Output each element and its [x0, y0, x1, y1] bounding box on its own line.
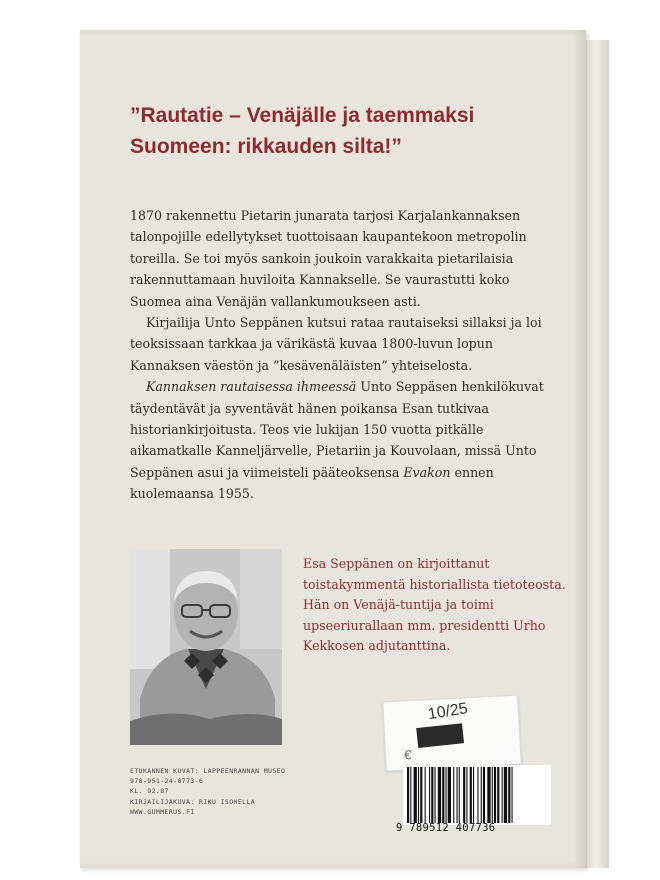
headline-line-2: Suomeen: rikkauden silta!”: [130, 135, 402, 158]
book-spine-edge: [586, 40, 609, 868]
headline-quote: [130, 100, 570, 162]
blurb-paragraph-3-part-a: Unto Seppäsen henkilökuvat täydentävät ja syventävät hänen poikansa Esan tutkivaa historiankirjoitusta. Teos vie lukijan 150 vuotta pitkälle aikamatkalle Kanneljärvelle, Pietariin ja Kouvolaan, missä Unto Seppänen asui ja viimeisteli pääteoksensa: [130, 379, 544, 480]
credit-website: WWW.GUMMERUS.FI: [130, 807, 195, 816]
author-portrait-illustration: [130, 549, 282, 745]
credit-classification: KL. 92.87: [130, 787, 169, 796]
book-title-italic: Kannaksen rautaisessa ihmeessä: [146, 379, 357, 395]
author-bio: Esa Seppänen on kirjoittanut toistakymmentä historiallista tietoteosta. Hän on Venäjä-tuntija ja toimi upseeriurallaan mm. presidentti Urho Kekkosen adjutanttina.: [303, 556, 566, 653]
blurb-paragraph-2: Kirjailija Unto Seppänen kutsui rataa rautaiseksi sillaksi ja loi teoksissaan tarkkaa ja värikästä kuvaa 1800-luvun lopun Kannaksen väestön ja ”kesävenäläisten” yhteiselosta.: [130, 315, 542, 373]
euro-icon: €: [403, 747, 412, 763]
blurb-paragraph-3-part-b: ennen kuolemaansa 1955.: [130, 464, 494, 502]
barcode-bars: [403, 765, 551, 825]
credit-isbn: 978-951-24-0773-6: [130, 777, 204, 786]
blurb-paragraph-3: [130, 376, 550, 504]
credit-author-photo: KIRJAILIJAKUVA: RIKU ISOHELLA: [130, 797, 256, 806]
blurb-text: [130, 205, 550, 505]
evakon-title-italic: Evakon: [403, 464, 451, 480]
author-photo: [130, 549, 282, 745]
barcode-digits: 9 789512 407736: [396, 822, 496, 834]
blurb-paragraph-1: 1870 rakennettu Pietarin junarata tarjosi Karjalankannaksen talonpojille edellytykset tuottoisaan kaupantekoon metropolin toreilla. Se toi myös sankoin joukoin varakkaita pietarilaisia rakennuttamaan huviloita Kannakselle. Se vaurastutti koko Suomea aina Venäjän vallankumoukseen asti.: [130, 208, 527, 309]
isbn-barcode: [403, 765, 551, 825]
sticker-marker-stroke: [416, 723, 464, 748]
price-sticker: [382, 694, 521, 771]
headline-line-1: ”Rautatie – Venäjälle ja taemmaksi: [130, 104, 475, 127]
publication-credits: [130, 766, 390, 817]
sticker-price: 10/25: [426, 700, 469, 724]
credit-cover-images: ETUKANNEN KUVAT: LAPPEENRANNAN MUSEO: [130, 767, 286, 775]
